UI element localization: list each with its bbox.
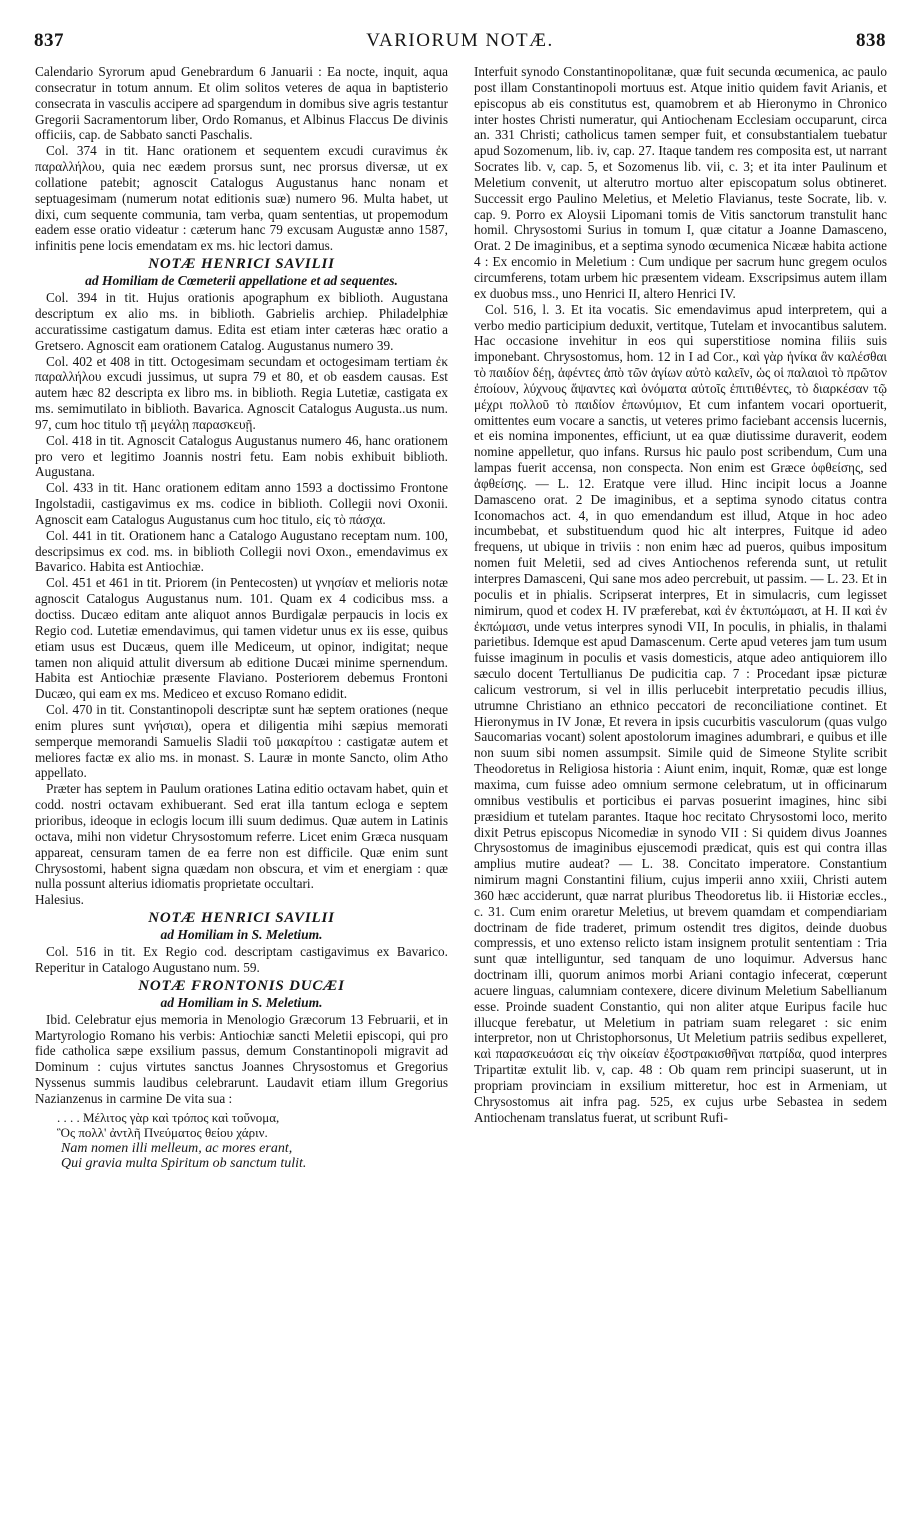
paragraph: Col. 418 in tit. Agnoscit Catalogus Augustanus numero 46, hanc orationem pro vero et legitimo Joannis nostri fetu. Eam nobis exhibuit biblioth. Augustana. <box>35 432 448 480</box>
right-page-number: 838 <box>856 30 886 51</box>
signature: Halesius. <box>35 892 84 908</box>
verse-line: . . . . Μέλιτος γὰρ καὶ τρόπος καὶ τοὔνομα, <box>57 1109 280 1125</box>
section-subheading: ad Homiliam in S. Meletium. <box>160 927 323 943</box>
paragraph: Col. 374 in tit. Hanc orationem et sequentem excudi curavimus ἐκ παραλλήλου, quia nec eædem prorsus sunt, nec prorsus diversæ, ut ex collatione patebit; agnoscit Catalogus Augustanus hanc nonam et septuagesimam (numerum notat editionis suæ) numero 96. Multa habet, ut dixi, cum sequente communia, tam verba, quam sententias, ut propemodum eadem esse oratio videatur : cæterum hanc 79 excusam Augustæ anno 1587, infinitis pene locis emendatam ex ms. hic lectori damus. <box>35 143 448 254</box>
paragraph: Col. 470 in tit. Constantinopoli descriptæ sunt hæ septem orationes (neque enim plures sunt γνήσιαι), opera et diligentia mihi sæpius memorati semperque memorandi Samuelis Sladii τοῦ μακαρίτου : castigatæ autem et meliores factæ ex alio ms. in monast. S. Lauræ in monte Sancto, olim Atho appellato. <box>35 702 448 781</box>
left-column <box>35 64 448 1172</box>
paragraph: Præter has septem in Paulum orationes Latina editio octavam habet, quin et codd. nostri octavam exhibuerant. Sed erat illa tantum ecloga e septem prioribus, ideoque in eclogis locum illi suum dedimus. Quæ autem in Latinis octava, mihi non videtur Chrysostomum referre. Licet enim Græca nusquam appareat, censuram tamen de ea ferre non est difficile. Quæ enim sunt Chrysostomi, habent signa quædam non obscura, et vim et energiam : quæ nulla possunt alterius idiomatis proprietate occultari. <box>35 781 448 892</box>
section-subheading: ad Homiliam de Cœmeterii appellatione et ad sequentes. <box>85 273 398 289</box>
page-header <box>34 30 886 56</box>
section-heading: NOTÆ HENRICI SAVILII <box>148 910 335 927</box>
verse-line: Nam nomen illi melleum, ac mores erant, <box>61 1140 293 1156</box>
paragraph: Interfuit synodo Constantinopolitanæ, quæ fuit secunda œcumenica, ac paulo post illam Constantinopoli mortuus est. Atque initio quidem favit Arianis, et episcopus ab eis constitutus est, quamobrem et ab Hieronymo in Chronico inter hostes Christi numeratur, qui Antiochenam Ecclesiam occuparunt, circa an. 331 Christi; catholicus tamen semper fuit, et consubstantialem tuebatur apud Sozomenum, lib. iv, cap. 27. Itaque tandem res composita est, ut narrant Socrates lib. v, cap. 5, et Sozomenus lib. vii, c. 3; et ita inter Paulinum et Meletium convenit, ut alterutro mortuo alter episcopatum solus obtineret. Successit ergo Paulino Meletius, et Meletio Flavianus, teste Socrate, lib. v. cap. 9. Porro ex Aloysii Lipomani tomis de Vitis sanctorum transtulit hanc homil. Chrysostomi Surius in tomum I, quæ citatur a Joanne Damasceno, Orat. 2 De imaginibus, et a septima synodo œcumenica Nicææ habita actione 4 : Ex encomio in Meletium : Cum undique per sacrum hunc gregem oculos circumferens, totam urbem hic præsentem videam. Exscripsimus autem illam ex duobus mss., uno Henrici II, altero Henrici IV. <box>474 64 887 301</box>
verse-quotation <box>35 1110 448 1172</box>
paragraph: Col. 402 et 408 in titt. Octogesimam secundam et octogesimam tertiam ἐκ παραλλήλου excudi jussimus, ut supra 79 et 80, et ob easdem causas. Est autem hæc 82 descripta ex libro ms. in biblioth. Regia Lutetiæ, castigata ex ms. semimutilato in biblioth. Bavarica. Agnoscit Catalogus Augusta..us num. 97, cum hoc titulo τῇ μεγάλῃ παρασκευῇ. <box>35 353 448 432</box>
paragraph: Calendario Syrorum apud Genebrardum 6 Januarii : Ea nocte, inquit, aqua consecratur in totum annum. Et olim solitos veteres de aqua in baptisterio consecrata in vasculis accipere ad spargendum in domibus sive agris testantur Gregorii Sacramentorum liber, Ordo Romanus, et Albinus Flaccus De divinis officiis, cap. de Sabbato sancti Paschalis. <box>35 64 448 143</box>
verse-line: Qui gravia multa Spiritum ob sanctum tulit. <box>61 1156 307 1172</box>
section-heading: NOTÆ HENRICI SAVILII <box>148 256 335 273</box>
verse-line: Ὃς πολλ' ἀντλῆ Πνεύματος θείου χάριν. <box>57 1125 268 1141</box>
paragraph: Col. 516 in tit. Ex Regio cod. descriptam castigavimus ex Bavarico. Reperitur in Catalogo Augustano num. 59. <box>35 944 448 975</box>
paragraph: Col. 451 et 461 in tit. Priorem (in Pentecosten) ut γνησίαν et melioris notæ agnoscit Catalogus Augustanus num. 101. Quam ex 4 codicibus mss. a doctiss. Ducæo editam ante aliquot annos Burdigalæ perpaucis in locis ex Regio cod. Lutetiæ emendavimus, qui tamen videtur unus ex iis esse, quibus etiam usus est Ducæus, quem ille Mediceum, ut opinor, indigitat; neque tamen non aliquid attulit diversum ab editione Ducæi minime spernendum. Habita est Antiochiæ præsente Flaviano. Posteriorem debemus Frontoni Ducæo, qui eam ex ms. Mediceo et excuso Romano edidit. <box>35 575 448 702</box>
left-page-number: 837 <box>34 30 64 51</box>
paragraph: Col. 394 in tit. Hujus orationis apographum ex biblioth. Augustana descriptum ex alio ms. in biblioth. Gabrielis archiep. Philadelphiæ accuratissime castigatum damus. Edita est etiam inter cæteras hæc oratio a Gretsero. Agnoscit eam orationem Catalog. Augustanus numero 39. <box>35 290 448 353</box>
paragraph: Ibid. Celebratur ejus memoria in Menologio Græcorum 13 Februarii, et in Martyrologio Romano his verbis: Antiochiæ sancti Meletii episcopi, qui pro fide catholica sæpe exsilium passus, demum Constantinopoli migravit ad Dominum : cujus virtutes sanctus Joannes Chrysostomus et Gregorius Nyssenus summis laudibus celebrarunt. Laudavit etiam illum Gregorius Nazianzenus in carmine De vita sua : <box>35 1011 448 1106</box>
paragraph: Col. 433 in tit. Hanc orationem editam anno 1593 a doctissimo Frontone Ingolstadii, castigavimus ex ms. codice in biblioth. Collegii novi Oxonii. Agnoscit eam Catalogus Augustanus cum hoc titulo, εἰς τὸ πάσχα. <box>35 480 448 527</box>
right-column <box>474 64 887 1126</box>
section-heading: NOTÆ FRONTONIS DUCÆI <box>138 977 345 994</box>
section-subheading: ad Homiliam in S. Meletium. <box>160 994 323 1010</box>
running-title: VARIORUM NOTÆ. <box>366 30 554 51</box>
paragraph: Col. 441 in tit. Orationem hanc a Catalogo Augustano receptam num. 100, descripsimus ex cod. ms. in biblioth Collegii novi Oxon., emendavimus ex Bavarico. Habita est Antiochiæ. <box>35 527 448 575</box>
paragraph: Col. 516, l. 3. Et ita vocatis. Sic emendavimus apud interpretem, qui a verbo medio participium deduxit, vertitque, Tutelam et invocantibus salutem. Hac occasione invehitur in eos qui superstitiose nomina filiis suis imponebant. Chrysostomus, hom. 12 in I ad Cor., καὶ γὰρ ἡνίκα ἂν καλέσθαι τὸ παιδίον δέῃ, ἀφέντες ἀπὸ τῶν ἁγίων αὐτὸ καλεῖν, ὡς οἱ παλαιοὶ τὸ πρῶτον ἐποίουν, λύχνους ἅψαντες καὶ ὀνόματα αὐτοῖς ἐπιτιθέντες, τὸ διαρκέσαν τῷ μέχρι πολλοῦ τὸ παιδίον ἐπωνύμιον, Et cum infantem vocari oportuerit, omittentes eum vocare a sanctis, ut veteres primo faciebant accensis lucernis, et eis nomina imponentes, efficiunt, ut ea quæ diutissime duraverit, eodem nomine appelletur, quo infans. Rursus hic paulo post scribendum, Cum una lampas fuerit accensa, non conspecta. Non enim est Græce ὀφθείσης, sed ἀφθείσης. — L. 12. Eratque vere illud. Hinc incipit locus a Joanne Damasceno orat. 2 De imaginibus, et a septima synodo citatus contra Iconomachos act. 4, in quo emendandum est illud, Atque in hoc adeo incumbebat, et substituendum quod hic alt interpres, Fuitque id adeo frequens, ut ubique in triviis : non enim hæc ad pueros, quibus impositum nomen fuit Meletii, sed ad cives Antiochenos referenda sunt, ut retulit interpres Damasceni, Qui sane mos adeo percrebuit, ut passim. — L. 23. Et in poculis et in phialis. Scripserat interpres, Et in simulacris, cum legisset nimirum, quod et codex H. IV præferebat, καὶ ἐν ἐκτυπώμασι, at H. II καὶ ἐν ἐκπώμασι, unde vetus interpres synodi VII, In poculis, in phialis, in thalami parietibus. Idemque est apud Damascenum. Certe apud veteres jam tum usum fuisse imaginum in poculis et vasis domesticis, atque adeo antiquiorem illo sæculo docent Tertullianus De pudicitia cap. 7 : Procedant ipsæ picturæ calicum vestrorum, si vel in illis perlucebit interpretatio pecudis illius, utrumne Christiano an ethnico peccatori de reconciliatione continet. Et Hieronymus in IV Jonæ, Et revera in ipsis cucurbitis vasculorum (quas vulgo Saucomarias vocant) solent apostolorum imagines adumbrari, e quibus et ille non suum sibi nomen assumpsit. Simile quid de Simeone Stylite scribit Theodoretus in Religiosa historia : Aiunt enim, inquit, Romæ, quæ est longe maxima, cum fuisse adeo omnium sermone celebratum, ut in officinarum omnibus vestibulis et porticibus ei parvas posuerint imagines, hinc sibi præsidium et tutelam parantes. Itaque hoc recitato Chrysostomi loco, merito dixit Petrus episcopus Nicomediæ in synodo VII : Si quidem divus Joannes Chrysostomus de imaginibus ejuscemodi prædicat, quis est qui contra illas amplius mutire audeat? — L. 38. Concitato imperatore. Constantium nimirum magni Constantini filium, cujus imperii anno xxiii, Christi autem 360 hæc acciderunt, quæ narrat pluribus Theodoretus lib. ii Historiæ eccles., c. 31. Cum enim oraretur Meletius, ut brevem quamdam et compendiariam doctrinam de fide traderet, primum ostendit tres digitos, deinde duobus compressis, et uno extenso relicto istam insignem protulit sententiam : Tria sunt quæ intelliguntur, sed tanquam de uno loquimur. Adversus hanc doctrinam illi, quorum animos morbi Ariani contagio infecerat, cœperunt acuere linguas, calumniam contexere, dicere divinum Meletium Sabellianum esse. Proinde suadent Constantio, qui non aliter atque Euripus facile huc illucque ferebatur, ut Meletium in patriam suam relegaret : sic enim interpretor, non ut Christophorsonus, Ut Meletium patriis sedibus expelleret, καὶ παρασκευάσαι εἰς τὴν οἰκείαν ἐξοστρακισθῆναι πατρίδα, quod interpres Tripartitæ extulit lib. v, cap. 48 : Ob quam rem principi suaserunt, ut in propriam provinciam in exsilium mitteretur, hoc est in Armeniam, ut Chrysostomus ait infra pag. 525, ex cujus urbe Sebastea in sedem Antiochenam translatus fuerat, ut scribunt Rufi- <box>474 301 887 1125</box>
